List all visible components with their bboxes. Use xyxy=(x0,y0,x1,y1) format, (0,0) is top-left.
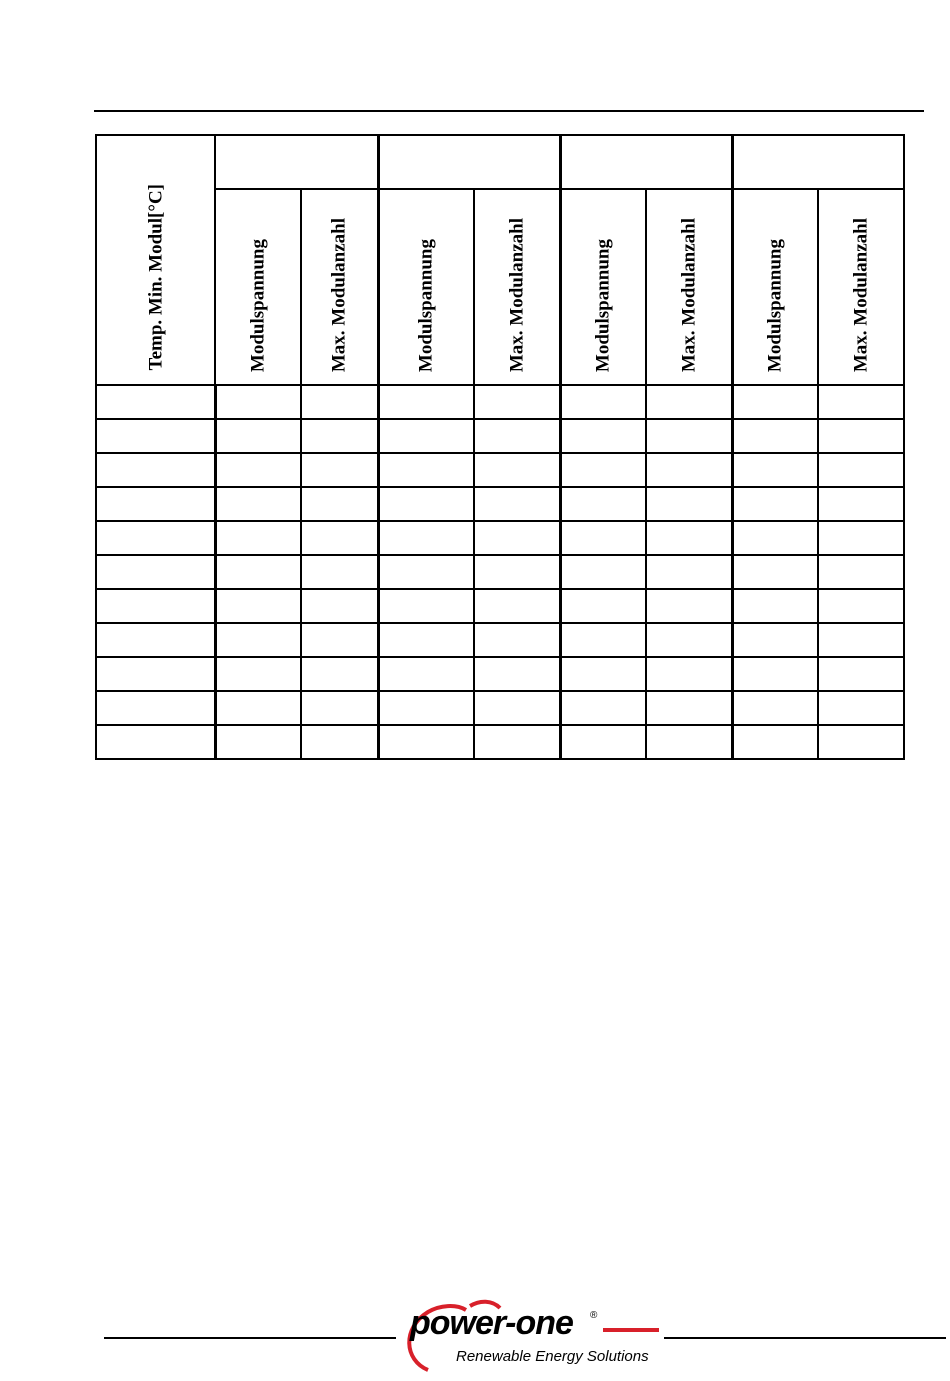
value-cell[interactable] xyxy=(560,691,646,725)
table-row xyxy=(96,589,904,623)
value-cell[interactable] xyxy=(818,725,904,759)
value-cell[interactable] xyxy=(732,657,818,691)
value-cell[interactable] xyxy=(732,453,818,487)
col-header-max-modulanzahl xyxy=(474,189,560,385)
temperature-cell[interactable] xyxy=(96,725,215,759)
value-cell[interactable] xyxy=(215,419,301,453)
value-cell[interactable] xyxy=(818,521,904,555)
value-cell[interactable] xyxy=(301,385,378,419)
brand-accent-line xyxy=(603,1328,659,1332)
col-header-max-modulanzahl xyxy=(646,189,732,385)
value-cell[interactable] xyxy=(474,453,560,487)
value-cell[interactable] xyxy=(646,419,732,453)
col-label: Max. Modulanzahl xyxy=(328,217,350,372)
group-header-2 xyxy=(378,135,560,189)
value-cell[interactable] xyxy=(301,589,378,623)
value-cell[interactable] xyxy=(378,385,474,419)
value-cell[interactable] xyxy=(474,555,560,589)
module-table xyxy=(95,134,905,760)
table-row xyxy=(96,725,904,759)
group-header-1 xyxy=(215,135,378,189)
temperature-cell[interactable] xyxy=(96,691,215,725)
col-label: Modulspannung xyxy=(247,238,269,372)
table-row xyxy=(96,657,904,691)
header-rule xyxy=(94,110,924,112)
value-cell[interactable] xyxy=(560,657,646,691)
value-cell[interactable] xyxy=(646,725,732,759)
value-cell[interactable] xyxy=(474,589,560,623)
value-cell[interactable] xyxy=(560,623,646,657)
value-cell[interactable] xyxy=(732,623,818,657)
value-cell[interactable] xyxy=(560,453,646,487)
value-cell[interactable] xyxy=(301,453,378,487)
value-cell[interactable] xyxy=(560,385,646,419)
table-row xyxy=(96,419,904,453)
value-cell[interactable] xyxy=(560,487,646,521)
value-cell[interactable] xyxy=(646,555,732,589)
value-cell[interactable] xyxy=(378,623,474,657)
value-cell[interactable] xyxy=(646,691,732,725)
value-cell[interactable] xyxy=(818,589,904,623)
table-row xyxy=(96,555,904,589)
temperature-cell[interactable] xyxy=(96,623,215,657)
table-row xyxy=(96,691,904,725)
value-cell[interactable] xyxy=(378,691,474,725)
value-cell[interactable] xyxy=(378,419,474,453)
registered-mark: ® xyxy=(590,1310,598,1321)
value-cell[interactable] xyxy=(560,725,646,759)
value-cell[interactable] xyxy=(732,419,818,453)
table-row xyxy=(96,385,904,419)
power-one-logo xyxy=(400,1298,662,1374)
group-header-3 xyxy=(560,135,732,189)
value-cell[interactable] xyxy=(818,657,904,691)
value-cell[interactable] xyxy=(818,385,904,419)
value-cell[interactable] xyxy=(215,453,301,487)
value-cell[interactable] xyxy=(560,521,646,555)
value-cell[interactable] xyxy=(378,725,474,759)
value-cell[interactable] xyxy=(646,385,732,419)
value-cell[interactable] xyxy=(560,419,646,453)
col-label: Max. Modulanzahl xyxy=(678,217,700,372)
col-header-max-modulanzahl xyxy=(301,189,378,385)
temperature-cell[interactable] xyxy=(96,419,215,453)
value-cell[interactable] xyxy=(378,589,474,623)
table-body xyxy=(96,385,904,759)
value-cell[interactable] xyxy=(215,691,301,725)
col-header-modulspannung xyxy=(732,189,818,385)
value-cell[interactable] xyxy=(474,623,560,657)
value-cell[interactable] xyxy=(301,623,378,657)
value-cell[interactable] xyxy=(732,589,818,623)
value-cell[interactable] xyxy=(474,521,560,555)
value-cell[interactable] xyxy=(732,385,818,419)
value-cell[interactable] xyxy=(378,521,474,555)
col-label: Modulspannung xyxy=(592,238,614,372)
col-label: Max. Modulanzahl xyxy=(506,217,528,372)
temperature-cell[interactable] xyxy=(96,555,215,589)
temp-min-header xyxy=(96,135,215,385)
value-cell[interactable] xyxy=(474,419,560,453)
table-row xyxy=(96,453,904,487)
value-cell[interactable] xyxy=(818,419,904,453)
value-cell[interactable] xyxy=(818,691,904,725)
value-cell[interactable] xyxy=(474,691,560,725)
value-cell[interactable] xyxy=(378,657,474,691)
value-cell[interactable] xyxy=(732,487,818,521)
group-header-4 xyxy=(732,135,904,189)
value-cell[interactable] xyxy=(560,555,646,589)
value-cell[interactable] xyxy=(818,555,904,589)
col-header-modulspannung xyxy=(378,189,474,385)
brand-tagline: Renewable Energy Solutions xyxy=(456,1348,649,1365)
temperature-cell[interactable] xyxy=(96,657,215,691)
table-row xyxy=(96,623,904,657)
value-cell[interactable] xyxy=(301,725,378,759)
col-label: Modulspannung xyxy=(764,238,786,372)
temperature-cell[interactable] xyxy=(96,453,215,487)
value-cell[interactable] xyxy=(215,725,301,759)
value-cell[interactable] xyxy=(818,623,904,657)
temperature-cell[interactable] xyxy=(96,487,215,521)
col-label: Modulspannung xyxy=(415,238,437,372)
value-cell[interactable] xyxy=(474,657,560,691)
value-cell[interactable] xyxy=(560,589,646,623)
table-row xyxy=(96,521,904,555)
value-cell[interactable] xyxy=(215,555,301,589)
value-cell[interactable] xyxy=(215,385,301,419)
value-cell[interactable] xyxy=(301,419,378,453)
value-cell[interactable] xyxy=(301,555,378,589)
brand-name: power-one xyxy=(410,1304,573,1342)
temp-min-header-label: Temp. Min. Modul[°C] xyxy=(145,183,166,370)
value-cell[interactable] xyxy=(378,453,474,487)
value-cell[interactable] xyxy=(474,725,560,759)
value-cell[interactable] xyxy=(215,589,301,623)
temperature-cell[interactable] xyxy=(96,521,215,555)
footer-rule-left xyxy=(104,1337,396,1339)
value-cell[interactable] xyxy=(818,487,904,521)
value-cell[interactable] xyxy=(732,725,818,759)
value-cell[interactable] xyxy=(301,691,378,725)
value-cell[interactable] xyxy=(215,657,301,691)
value-cell[interactable] xyxy=(215,487,301,521)
value-cell[interactable] xyxy=(732,521,818,555)
value-cell[interactable] xyxy=(474,487,560,521)
value-cell[interactable] xyxy=(646,657,732,691)
footer-rule-right xyxy=(664,1337,946,1339)
value-cell[interactable] xyxy=(646,589,732,623)
col-header-max-modulanzahl xyxy=(818,189,904,385)
value-cell[interactable] xyxy=(474,385,560,419)
value-cell[interactable] xyxy=(732,691,818,725)
table-row xyxy=(96,487,904,521)
temperature-cell[interactable] xyxy=(96,385,215,419)
value-cell[interactable] xyxy=(646,453,732,487)
col-label: Max. Modulanzahl xyxy=(850,217,872,372)
value-cell[interactable] xyxy=(301,521,378,555)
value-cell[interactable] xyxy=(732,555,818,589)
col-header-modulspannung xyxy=(560,189,646,385)
value-cell[interactable] xyxy=(818,453,904,487)
value-cell[interactable] xyxy=(646,623,732,657)
value-cell[interactable] xyxy=(646,521,732,555)
value-cell[interactable] xyxy=(215,521,301,555)
value-cell[interactable] xyxy=(301,487,378,521)
value-cell[interactable] xyxy=(215,623,301,657)
value-cell[interactable] xyxy=(646,487,732,521)
value-cell[interactable] xyxy=(378,487,474,521)
col-header-modulspannung xyxy=(215,189,301,385)
value-cell[interactable] xyxy=(301,657,378,691)
value-cell[interactable] xyxy=(378,555,474,589)
temperature-cell[interactable] xyxy=(96,589,215,623)
